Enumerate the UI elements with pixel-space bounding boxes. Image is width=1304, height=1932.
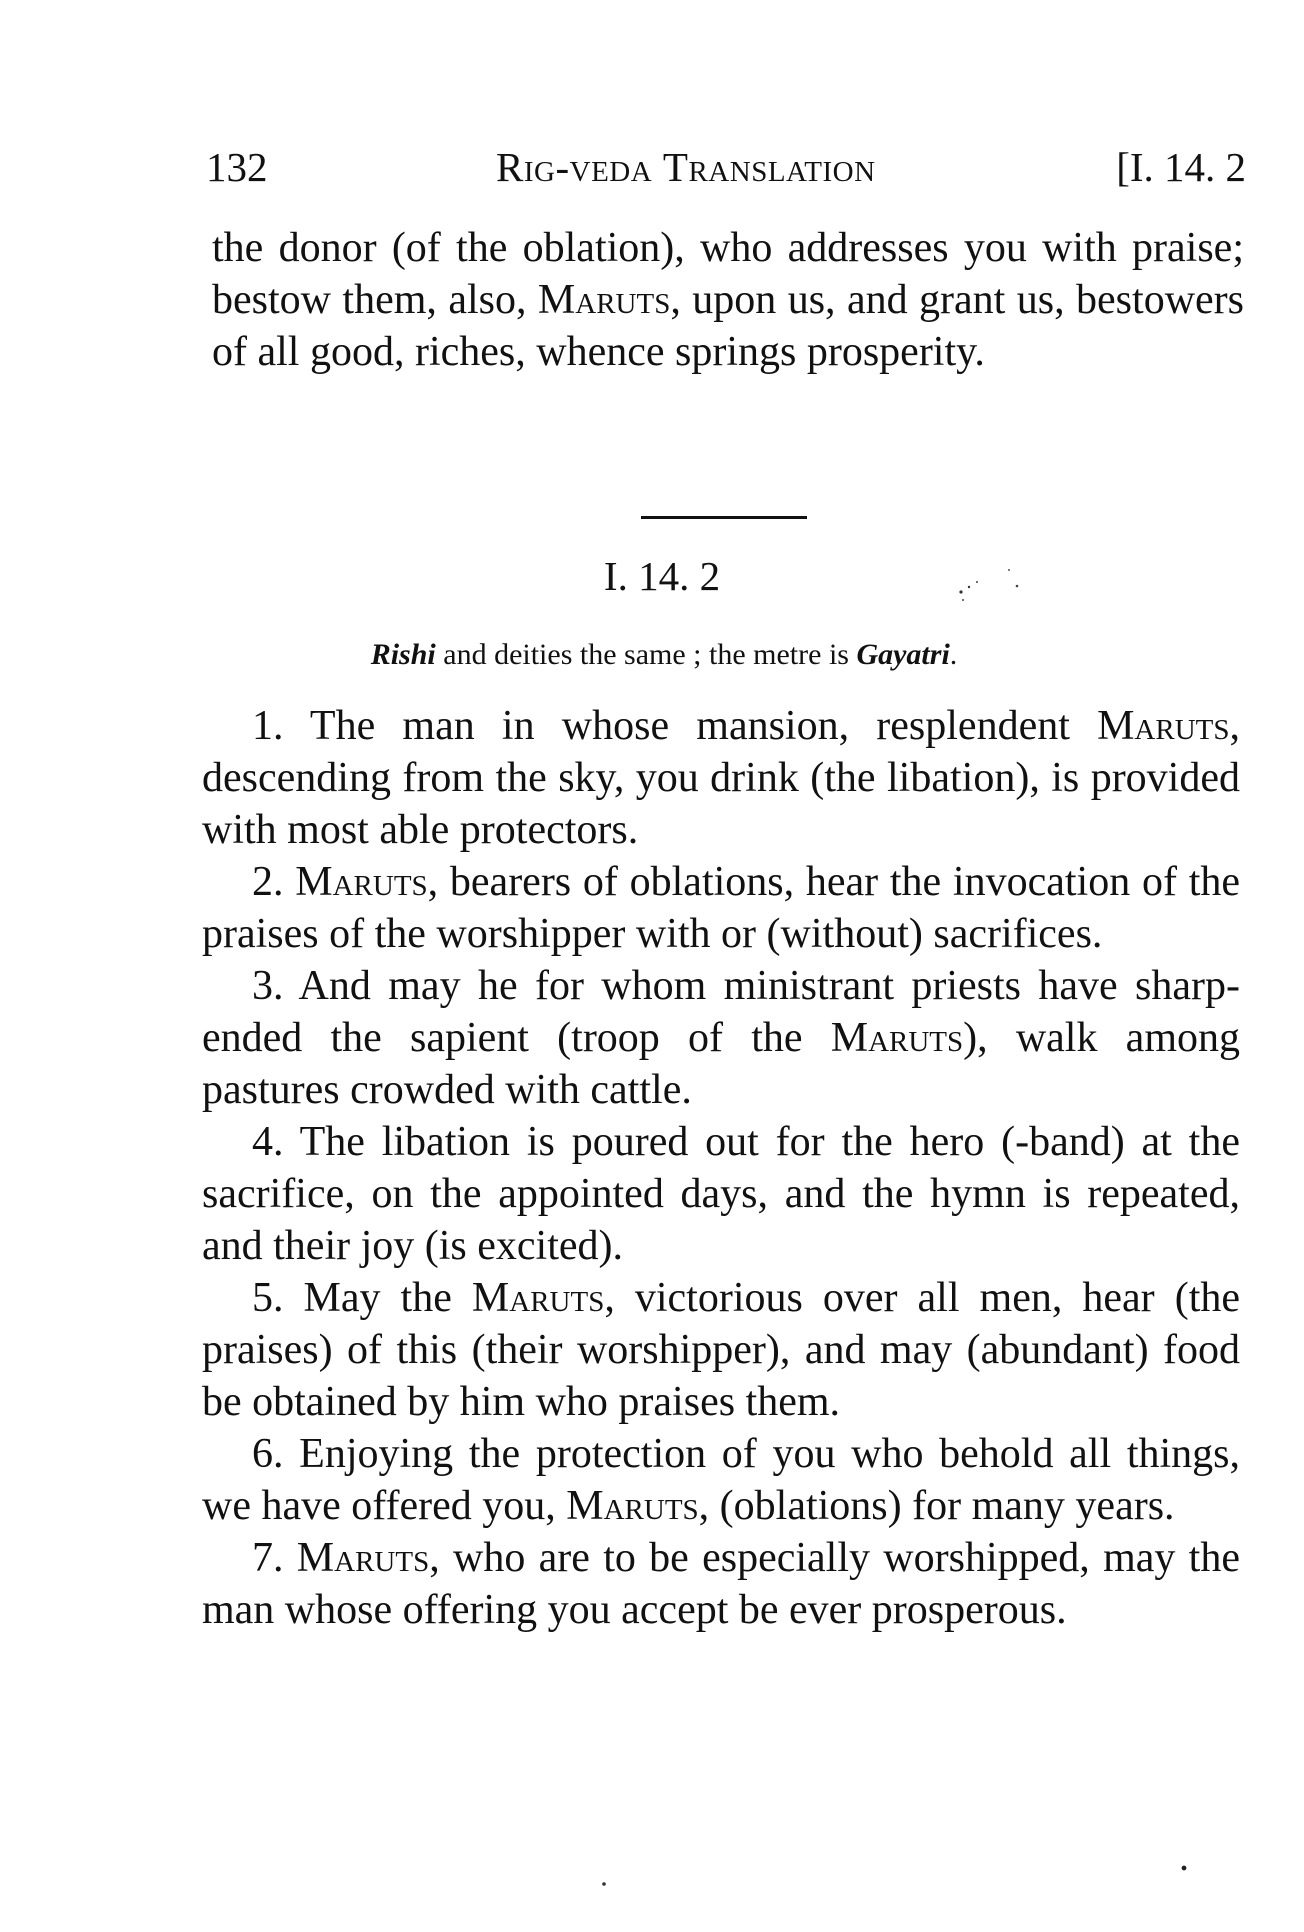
verse-text: , who are to be especially worshipped, may the man whose offering you accept be ever prosperous. [202,1535,1240,1633]
subtitle-middle: and deities the same ; the metre is [435,638,857,671]
print-specks [955,568,1035,608]
page-number: 132 [206,144,268,190]
verse-text: 3. And may he for whom ministrant priests have sharp-ended the sapient (troop of the [202,963,1240,1061]
verse-text: ), walk among pastures crowded with cattle. [202,1015,1240,1113]
running-title-ig: ig [523,144,556,190]
verse-5 [202,1272,1240,1428]
verse-list [202,700,1240,1636]
verse-4 [202,1116,1240,1272]
verse-2 [202,856,1240,960]
running-title [496,142,876,192]
verse-text: , victorious over all men, hear (the praises) of this (their worshipper), and may (abundant) food be obtained by him who praises them. [202,1275,1241,1425]
maruts-name: Maruts [295,859,428,905]
continuation-text-b: , upon us, and grant us, bestowers of all good, riches, whence springs prosperity. [212,277,1245,375]
continuation-maruts: Maruts [537,277,671,323]
verse-text: , bearers of oblations, hear the invocation of the praises of the worshipper with or (without) sacrifices. [202,859,1241,957]
maruts-name: Maruts [1097,703,1230,749]
verse-text: , descending from the sky, you drink (the libation), is provided with most able protectors. [202,703,1240,853]
metre-name: Gayatri [856,638,950,671]
running-head [206,142,1246,192]
verse-text: 4. The libation is poured out for the hero (-band) at the sacrifice, on the appointed days, and the hymn is repeated, and their joy (is excited). [202,1119,1240,1269]
maruts-name: Maruts [566,1483,699,1529]
running-title-veda: -veda [555,144,663,190]
section-divider-rule [641,516,807,519]
maruts-name: Maruts [471,1275,605,1321]
verse-text: 7. [252,1535,297,1581]
verse-text: 5. May the [252,1275,472,1321]
continuation-paragraph [212,222,1244,378]
bottom-print-specks [600,1860,1200,1890]
hymn-subtitle [0,635,1304,675]
verse-3 [202,960,1240,1116]
continuation-text-a: the donor (of the oblation), who addresses you with praise; bestow them, also, [212,225,1244,323]
rishi-label: Rishi [370,638,436,671]
subtitle-end: . [949,638,958,671]
verse-text: 2. [252,859,296,905]
verse-text: 6. Enjoying the protection of you who behold all things, we have offered you, [202,1431,1240,1529]
verse-6 [202,1428,1240,1532]
running-title-initial-r: R [496,144,524,190]
hymn-number: I. 14. 2 [603,553,721,599]
verse-text: , (oblations) for many years. [698,1483,1175,1529]
verse-7 [202,1532,1240,1636]
section-reference: [I. 14. 2 [1116,144,1246,190]
running-title-ranslation: ranslation [688,144,876,190]
maruts-name: Maruts [296,1535,430,1581]
running-title-initial-t: T [662,144,689,190]
verse-1 [202,700,1240,856]
verse-text: 1. The man in whose mansion, resplendent [252,703,1098,749]
maruts-name: Maruts [830,1015,964,1061]
